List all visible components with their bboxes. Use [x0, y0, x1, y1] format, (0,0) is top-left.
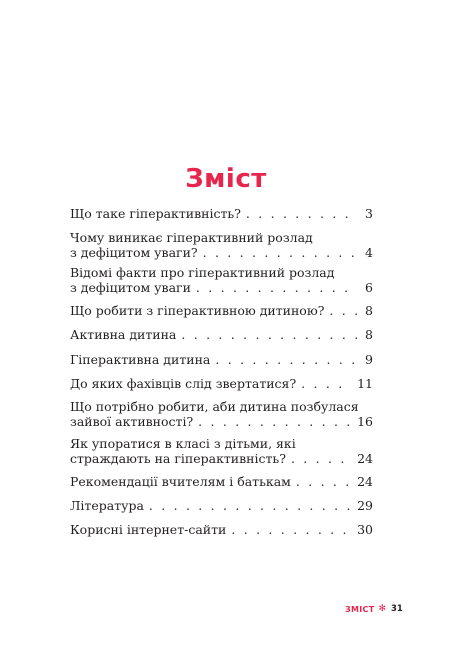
dot-leader: [231, 523, 351, 538]
toc-entry-title: Чому виникає гіперактивний розлад: [70, 230, 313, 245]
flower-icon: ✻: [378, 604, 386, 614]
toc-entry-title: Рекомендації вчителям і батькам: [70, 474, 291, 489]
toc-entry[interactable]: [70, 328, 373, 343]
toc-entry-title: Відомі факти про гіперактивний розлад: [70, 265, 335, 280]
toc-entry[interactable]: [70, 207, 373, 222]
page-footer: [345, 602, 425, 616]
dot-leader: [181, 328, 357, 343]
toc-entry-page: 11: [357, 376, 373, 391]
toc-entry-page: 24: [357, 450, 373, 466]
toc-entry-title: Що потрібно робити, аби дитина позбулася: [70, 399, 359, 414]
toc-entry-page: 9: [365, 352, 373, 367]
toc-entry-page: 8: [365, 303, 373, 318]
toc-entry-title: Література: [70, 498, 144, 513]
toc-entry-title: Що робити з гіперактивною дитиною?: [70, 303, 325, 318]
dot-leader: [149, 499, 351, 514]
toc-entry-page: 3: [365, 206, 373, 221]
toc-entry[interactable]: [70, 475, 373, 490]
toc-entry[interactable]: [70, 266, 373, 295]
dot-leader: [215, 353, 357, 368]
footer-section-label: ЗМІСТ: [345, 604, 375, 614]
toc-entry[interactable]: [70, 353, 373, 368]
toc-entry-page: 30: [357, 522, 373, 537]
toc-entry[interactable]: [70, 231, 373, 260]
dot-leader: [203, 246, 357, 261]
dot-leader: [301, 377, 351, 392]
dot-leader: [291, 452, 351, 467]
toc-entry[interactable]: [70, 499, 373, 514]
toc-entry-title-cont: зайвої активності?: [70, 413, 194, 429]
toc-entry-title-cont: страждають на гіперактивність?: [70, 450, 286, 466]
dot-leader: [196, 281, 357, 296]
page-number: 31: [391, 604, 403, 614]
toc-entry-page: 24: [357, 474, 373, 489]
toc-entry-page: 16: [357, 413, 373, 429]
toc-entry-title: Що таке гіперактивність?: [70, 206, 241, 221]
toc-entry-title: Гіперактивна дитина: [70, 352, 211, 367]
toc-entry-page: 8: [365, 327, 373, 342]
toc-entry[interactable]: [70, 523, 373, 538]
toc-entry-title: До яких фахівців слід звертатися?: [70, 376, 297, 391]
toc-entry[interactable]: [70, 304, 373, 319]
dot-leader: [246, 207, 357, 222]
toc-entry-page: 6: [365, 279, 373, 295]
page-title: Зміст: [185, 164, 267, 195]
toc-entry-title-cont: з дефіцитом уваги?: [70, 244, 198, 260]
dot-leader: [198, 415, 351, 430]
toc-entry[interactable]: [70, 400, 373, 429]
toc-entry[interactable]: [70, 437, 373, 466]
toc-entry-page: 4: [365, 244, 373, 260]
toc-entry-page: 29: [357, 498, 373, 513]
toc-entry[interactable]: [70, 377, 373, 392]
toc-entry-title-cont: з дефіцитом уваги: [70, 279, 191, 295]
dot-leader: [329, 304, 357, 319]
dot-leader: [296, 475, 351, 490]
toc-entry-title: Як упоратися в класі з дітьми, які: [70, 436, 296, 451]
toc-entry-title: Корисні інтернет-сайти: [70, 522, 227, 537]
toc-entry-title: Активна дитина: [70, 327, 177, 342]
